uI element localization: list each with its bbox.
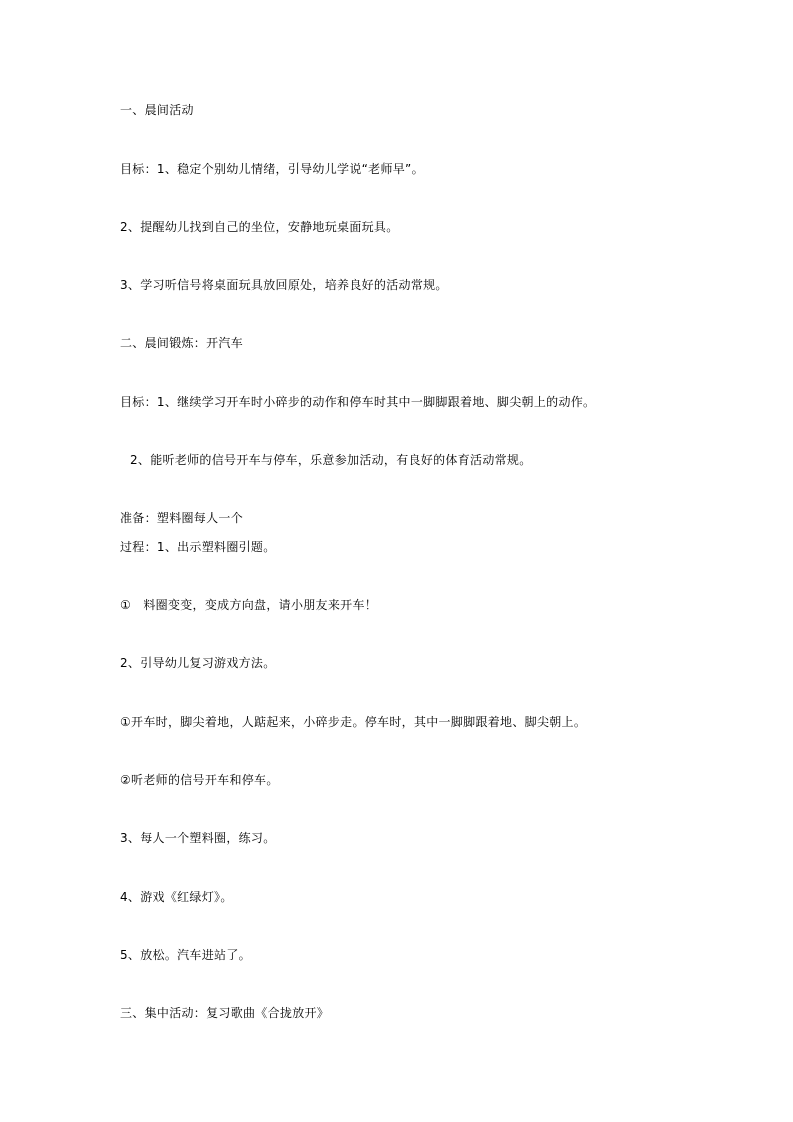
goal-line-3: 3、学习听信号将桌面玩具放回原处，培养良好的活动常规。 bbox=[120, 278, 448, 292]
process-step-5: 5、放松。汽车进站了。 bbox=[120, 948, 251, 962]
section-heading-morning-exercise: 二、晨间锻炼：开汽车 bbox=[120, 336, 244, 350]
process-step-3: 3、每人一个塑料圈，练习。 bbox=[120, 831, 276, 845]
exercise-goal-line-2: 2、能听老师的信号开车与停车，乐意参加活动，有良好的体育活动常规。 bbox=[130, 453, 532, 467]
goal-line-1: 目标：1、稳定个别幼儿情绪，引导幼儿学说“老师早”。 bbox=[120, 162, 424, 176]
section-heading-group-activity: 三、集中活动：复习歌曲《合拢放开》 bbox=[120, 1006, 330, 1020]
process-step-1: 过程：1、出示塑料圈引题。 bbox=[120, 540, 276, 554]
process-substep-listen-signal: ②听老师的信号开车和停车。 bbox=[120, 773, 279, 787]
exercise-goal-line-1: 目标：1、继续学习开车时小碎步的动作和停车时其中一脚脚跟着地、脚尖朝上的动作。 bbox=[120, 395, 596, 409]
process-substep-drive-stop: ①开车时，脚尖着地，人踮起来，小碎步走。停车时，其中一脚脚跟着地、脚尖朝上。 bbox=[120, 715, 587, 729]
goal-line-2: 2、提醒幼儿找到自己的坐位，安静地玩桌面玩具。 bbox=[120, 220, 399, 234]
process-step-4: 4、游戏《红绿灯》。 bbox=[120, 890, 233, 904]
section-heading-morning-activity: 一、晨间活动 bbox=[120, 103, 194, 117]
process-substep-circle-1: ① 料圈变变，变成方向盘，请小朋友来开车！ bbox=[120, 598, 378, 612]
preparation-line: 准备：塑料圈每人一个 bbox=[120, 511, 244, 525]
process-step-2: 2、引导幼儿复习游戏方法。 bbox=[120, 656, 276, 670]
